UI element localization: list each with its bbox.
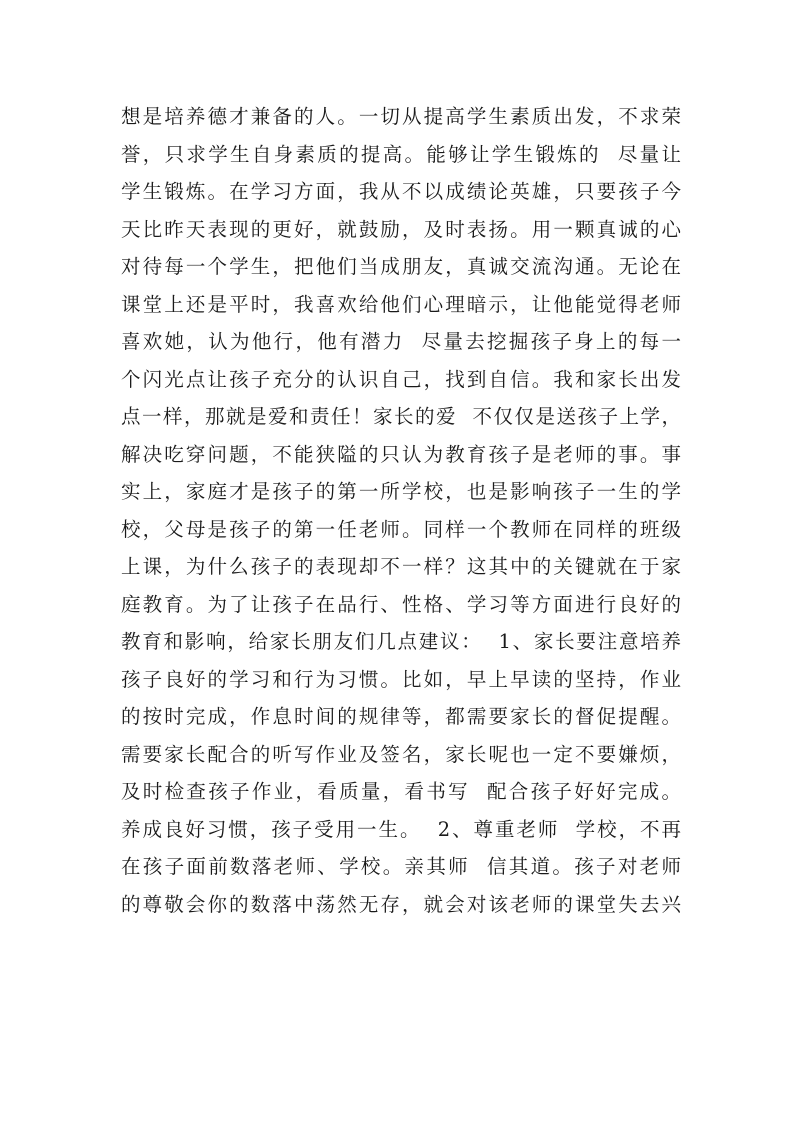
text-line: 点一样，那就是爱和责任！家长的爱 不仅仅是送孩子上学， <box>121 405 681 428</box>
text-line: 实上，家庭才是孩子的第一所学校，也是影响孩子一生的学 <box>121 480 681 503</box>
text-line: 学生锻炼。在学习方面，我从不以成绩论英雄，只要孩子今 <box>121 180 681 203</box>
text-line: 养成良好习惯，孩子受用一生。 2、尊重老师 学校，不再 <box>121 817 681 841</box>
text-line: 想是培养德才兼备的人。一切从提高学生素质出发，不求荣 <box>121 105 681 128</box>
text-line: 个闪光点让孩子充分的认识自己，找到自信。我和家长出发 <box>121 367 681 391</box>
text-line: 解决吃穿问题，不能狭隘的只认为教育孩子是老师的事。事 <box>121 442 681 466</box>
text-line: 誉，只求学生自身素质的提高。能够让学生锻炼的 尽量让 <box>121 142 681 166</box>
text-line: 天比昨天表现的更好，就鼓励，及时表扬。用一颗真诚的心 <box>121 217 681 241</box>
text-line: 上课，为什么孩子的表现却不一样？这其中的关键就在于家 <box>121 555 681 578</box>
text-line: 的按时完成，作息时间的规律等，都需要家长的督促提醒。 <box>121 705 681 728</box>
text-line: 孩子良好的学习和行为习惯。比如，早上早读的坚持，作业 <box>121 667 681 691</box>
text-line: 的尊敬会你的数落中荡然无存，就会对该老师的课堂失去兴 <box>121 892 681 916</box>
text-line: 校，父母是孩子的第一任老师。同样一个教师在同样的班级 <box>121 517 681 541</box>
text-line: 在孩子面前数落老师、学校。亲其师 信其道。孩子对老师 <box>121 855 681 878</box>
body-text <box>121 98 681 923</box>
text-line: 需要家长配合的听写作业及签名，家长呢也一定不要嫌烦， <box>121 742 681 766</box>
text-line: 喜欢她，认为他行，他有潜力 尽量去挖掘孩子身上的每一 <box>121 330 681 353</box>
text-line: 课堂上还是平时，我喜欢给他们心理暗示，让他能觉得老师 <box>121 292 681 316</box>
text-line: 庭教育。为了让孩子在品行、性格、学习等方面进行良好的 <box>121 592 681 616</box>
text-line: 教育和影响，给家长朋友们几点建议： 1、家长要注意培养 <box>121 630 681 653</box>
text-line: 对待每一个学生，把他们当成朋友，真诚交流沟通。无论在 <box>121 255 681 278</box>
text-line: 及时检查孩子作业，看质量，看书写 配合孩子好好完成。 <box>121 780 681 803</box>
